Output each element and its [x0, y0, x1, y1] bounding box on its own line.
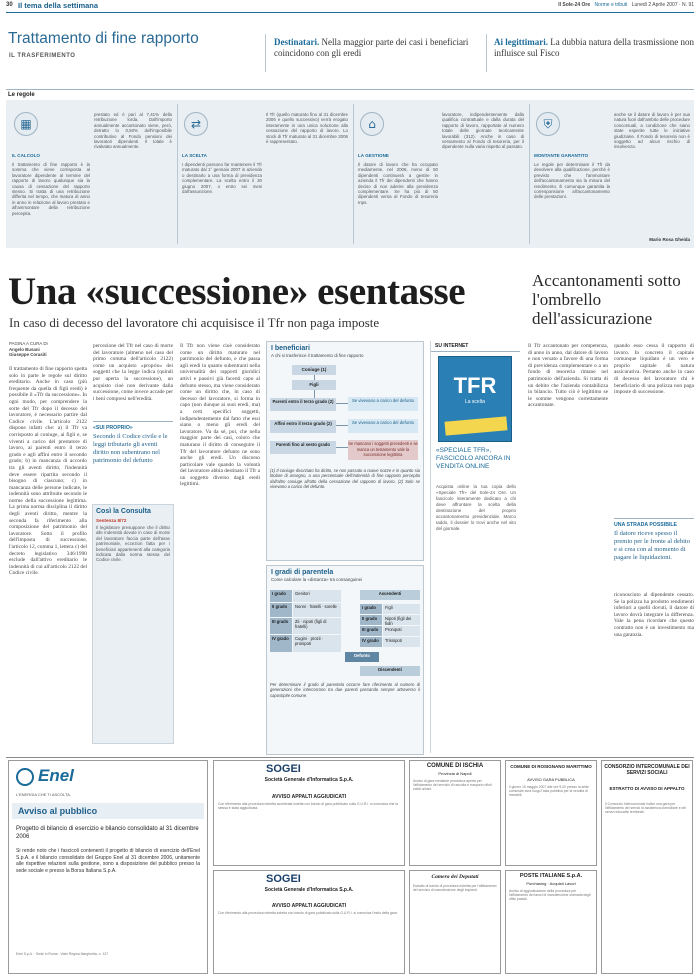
beneficiari-note: (1) Il coniuge divorziato ha diritto, se non passato a nuove nozze e in quanto sia titolare di assegno, a una percentuale dell'indennità di fine rapporto percepita dall'altro coniuge all'atto della cessazione del rapporto di lavoro. (2) Solo se vivevano a carico del defunto. [270, 468, 420, 489]
gradi-left-item-1: Genitori [293, 590, 341, 602]
topic-legittimari-lead: Ai legittimari. [494, 37, 548, 47]
rule-gestione-label: LA GESTIONE [358, 153, 389, 158]
rule-montante-cont: anche se il datore di lavoro è per sua natura fuori dall'ambito delle procedure concorsuali, a condizione che siano state esperite tutte le iniziative giudiziarie. Il Fondo di tesoreria non è soggetto ad alcun rischio di insolvenza. [614, 112, 690, 150]
topic-destinatari [274, 37, 484, 59]
beneficiari-node-parenti: Parenti entro il terzo grado (2) [270, 398, 336, 411]
gradi-right-item-3: Pronipoti [383, 626, 420, 636]
assicurazione-headline: Accantonamenti sotto l'ombrello dell'assicurazione [532, 271, 681, 328]
rosignano-sub: AVVISO GARA PUBBLICA [527, 777, 575, 782]
gradi-ascendenti: Ascendenti [360, 590, 420, 600]
internet-text: Acquista online la tua copia dello «Speciale Tfr» del Sole-24 Ore. Un fascicolo interamente dedicato a chi deve affrontare la scelta della destinazione del proprio accantonamento previdenziale. Marco Iaddo, il dossier lo trovi anche nel sito del giornale. [436, 484, 516, 531]
strada-title: UNA STRADA POSSIBILE [614, 522, 678, 528]
sogei-logo-2: SOGEI [266, 873, 301, 885]
consulta-text: Il legislatore presuppone che il diritto alle indennità dovute in caso di morte del lavoratore faccia parte dell'asse patrimoniale, eccezion fatta per i beneficiari appartenenti alla categoria indicata dalla norma stessa del Codice civile. [96, 525, 170, 563]
beneficiari-condition-2: Se vivevano a carico del defunto [348, 419, 418, 433]
beneficiari-subtitle: A chi si trasferisce il trattamento di fine rapporto [271, 353, 364, 358]
ischia-sub: Provincia di Napoli [438, 771, 472, 776]
enel-text: Si rende noto che i fascicoli contenenti il progetto di bilancio di esercizio dell'Enel S.p.A. e il bilancio consolidato del Gruppo Enel al 31 dicembre 2006, unitamente alle rispettive relazioni sulla gestione, sono a disposizione del pubblico presso la sede sociale e presso la Borsa Italiana S.p.A. [16, 848, 200, 874]
rule-scelta-cont: Il Tfr (quello maturato fino al 31 dicembre 2006 e quello successivo) verrà erogato interamente in una unica soluzione alla cessazione del rapporto di lavoro. Lo stock di Tfr maturato al 31 dicembre 2006 è rappresentato. [266, 112, 348, 145]
gradi-right-item-4: Trisnipoti [383, 637, 420, 647]
assicurazione-col1: Il Tfr accantonato per competenza, di anno in anno, dal datore di lavoro e non versato a favore di una forma di previdenza complementare o a un fondo di tesoreria rimane nel patrimonio dell'azienda. Si tratta di un debito che l'azienda contabilizza in bilancio. Tutto ciò è legittimo se le somme vengono correttamente accantonate. [528, 343, 608, 409]
gradi-right-grade-4: IV grado [360, 637, 382, 647]
consorzio-sub: ESTRATTO DI AVVISO DI APPALTO [609, 786, 685, 791]
topic-destinatari-text: Nella maggior parte dei casi i beneficiari coincidono con gli eredi [274, 37, 469, 58]
sogei-title-2: AVVISO APPALTI AGGIUDICATI [271, 903, 347, 909]
shield-icon: ⛨ [536, 112, 560, 136]
byline-author-2: Giuseppe Corasiti [9, 352, 47, 358]
gradi-right-item-1: Figli [383, 604, 420, 614]
topic-kicker: IL TRASFERIMENTO [9, 53, 76, 59]
gradi-right-grade-2: II grado [360, 615, 382, 625]
gradi-left-item-2: Nonni · fratelli · sorelle [293, 603, 341, 617]
arrows-icon: ⇄ [184, 112, 208, 136]
section-label: Il tema della settimana [18, 1, 99, 10]
topic-legittimari [494, 37, 694, 59]
gradi-left-item-4: Cugini · prozii · pronipoti [293, 635, 341, 652]
assicurazione-col2: quando esso cessa il rapporto di lavoro. In concreto il capitale comunque liquidato è un vero e proprio capitale di natura assicurativa. Pertanto anche in caso di decesso del lavoratore chi è beneficiario di una polizza non paga imposte di successione. [614, 343, 694, 396]
deputati-text: Estratto di bando di procedura ristretta per l'affidamento del servizio di manutenzione degli impianti. [413, 884, 497, 893]
poste-sub: Purchasing · Acquisti Lavori [526, 881, 576, 886]
article-col1: Il trattamento di fine rapporto spetta solo in parte le regole sul diritto ereditario. Anche in caso (più frequente da quella di figli eredi) è possibile il «Tfr da successione». In ogni modo, per comprendere la sorte del Tfr dopo il decesso del lavoratore, è necessario partire dal Codice civile. L'articolo 2122 dispone infatti che: a) il Tfr va corrisposto al coniuge, ai figli e, se viventi a carico del prestatore di lavoro, ai parenti entro il terzo grado e agli affini entro il secondo grado; b) in mancanza di accordo tra gli aventi diritto, l'indennità deve essere ripartita secondo il bisogno di ciascuno; c) in mancanza delle persone indicate, le indennità sono attribuite secondo le norme della successione legittima. La prima norma disciplina il diritto degli aventi diritto, mentre la seconda fa riferimento alla composizione del patrimonio del lavoratore. Sotto il profilo dell'imposta di successione, l'articolo 12, comma 1, lettera c) del decreto legislativo 346/1990 esclude dall'attivo ereditario le indennità di cui all'articolo 2122 del Codice civile. [9, 366, 87, 577]
internet-cover [438, 356, 512, 442]
gradi-defunto: Defunto [345, 652, 379, 662]
ischia-text: Avviso di gara mediante procedura aperta per l'affidamento del servizio di raccolta e trasporto rifiuti solidi urbani. [413, 779, 492, 792]
rule-montante [534, 144, 610, 244]
sogei-company-2: Società Generale d'Informatica S.p.A. [264, 887, 354, 893]
pull-quote-label: «SUI PROPRIO» [93, 425, 133, 431]
consorzio-title: CONSORZIO INTERCOMUNALE DEI SERVIZI SOCIALI [604, 764, 690, 776]
gradi-left-grade-1: I grado [270, 590, 292, 602]
sogei-text-1: Con riferimento alla procedura ristretta accelerata indetta con bando di gara pubblicato sulla G.U.R.I. si comunica che la stessa è stata aggiudicata. [218, 802, 398, 811]
masthead [558, 2, 694, 8]
internet-cover-sub: La scelta [464, 399, 485, 405]
beneficiari-title: I beneficiari [271, 345, 310, 352]
sogei-title-1: AVVISO APPALTI AGGIUDICATI [271, 794, 347, 800]
internet-label: SU INTERNET [431, 341, 520, 352]
enel-footer: Enel S.p.A. · Sede in Roma · Viale Regina Margherita, n. 137 [16, 952, 109, 956]
rules-title: Le regole [8, 92, 35, 98]
article-col3: Il Tfr non viene cioè considerato come un diritto maturato nel patrimonio del defunto, e che passa agli eredi in quanto subentranti nella universalità dei rapporti giuridici attivi e passivi già facenti capo al defunto stesso, ma viene considerato come un diritto che, in caso di decesso del lavoratore, si forma in capo (non dunque ai suoi eredi, ma) a certi specifici soggetti, indipendentemente dal fatto che essi siano o meno gli eredi del lavoratore. Va da sé, poi, che nella maggior parte dei casi, coloro che maturano il diritto di conseguire il Tfr del lavoratore defunto ne sono anche gli eredi. Un discorso particolare vale quando la volontà del lavoratore abbia destinato il Tfr a un soggetto diverso dagli eredi legittimi. [180, 343, 260, 488]
main-headline: Una «successione» esentasse [8, 270, 466, 313]
ischia-title: COMUNE DI ISCHIA [426, 763, 484, 769]
rules-signature: Mario Rosa Gheida [649, 237, 690, 242]
internet-caption: «SPECIALE TFR», FASCICOLO ANCORA IN VENDITA ONLINE [436, 447, 511, 470]
deputati-title: Camera dei Deputati [431, 874, 479, 880]
rule-calcolo-label: IL CALCOLO [12, 153, 40, 158]
enel-banner: Avviso al pubblico [12, 803, 204, 819]
enel-slogan: L'ENERGIA CHE TI ASCOLTA. [16, 792, 72, 797]
beneficiari-node-affini: Affini entro il terzo grado (2) [270, 420, 336, 433]
topic-legittimari-text: La dubbia natura della trasmissione non influisce sul Fisco [494, 37, 694, 58]
topic-title: Trattamento di fine rapporto [8, 30, 199, 47]
calculator-icon: ▦ [14, 112, 38, 136]
assicurazione-col2b: riconosciuto al dipendente cessato. Se la polizza ha prodotto rendimenti inferiori a quelli dovuti, il datore di lavoro dovrà integrare la differenza. Vale la pena ricordare che questo contratto non è un investimento ma una garanzia. [614, 592, 694, 638]
rosignano-text: Il giorno 15 maggio 2007 alle ore 9,00 presso la sede comunale avrà luogo l'asta pubblica per la vendita di immobili. [509, 785, 589, 798]
sogei-logo-1: SOGEI [266, 763, 301, 775]
gradi-right-grade-1: I grado [360, 604, 382, 614]
article-col2: percezione del Tfr nel caso di morte del lavoratore (almeno nel caso del primo comma dell'articolo 2122) come un acquisto «proprio» dei soggetti che la legge indica (quindi pur aperta la successione), un acquisto cioè non derivante dalla successione, come invece accade per i beni compresi nell'eredità. [93, 343, 173, 402]
gradi-note: Per determinare il grado di parentela occorre fare riferimento al numero di generazioni che intercorrono tra due parenti passando sempre attraverso il capostipite comune. [270, 682, 420, 698]
rule-calcolo [12, 144, 90, 244]
sogei-company-1: Società Generale d'Informatica S.p.A. [264, 777, 354, 783]
rule-scelta-text: I dipendenti possono far mantenere il Tfr maturato dal 1° gennaio 2007 in azienda o destinarlo a una forma di previdenza complementare. La scelta entro il 30 giugno 2007, o entro sei mesi dall'assunzione. [182, 162, 262, 195]
gradi-left-grade-4: IV grado [270, 635, 292, 652]
enel-brand: Enel [38, 766, 74, 785]
rule-gestione [358, 144, 438, 244]
rule-gestione-cont: lavoratore, indipendentemente dalla qualifica contrattuale e dalla durata del rapporto di lavoro, rapportate al numero totale delle giornate teoricamente lavorabili (312). Anche in caso di versamento al Fondo di tesoreria, per il dipendente nulla varia rispetto al passato. [442, 112, 524, 150]
gradi-left-grade-2: II grado [270, 603, 292, 617]
byline-author-1: Angelo Busani [9, 346, 40, 352]
beneficiari-condition-none: Se mancano i soggetti precedenti e se manca un testamento vale la successione legittima [348, 440, 418, 460]
masthead-date: Lunedì 2 Aprile 2007 · N. 91 [631, 2, 694, 8]
gradi-left-item-3: Zii · nipoti (figli di fratelli) [293, 618, 341, 634]
rule-scelta-label: LA SCELTA [182, 153, 207, 158]
rule-montante-label: MONTANTE GARANTITO [534, 153, 589, 158]
gradi-discendenti: Discendenti [360, 666, 420, 676]
internet-cover-title: TFR [453, 373, 497, 398]
page-number: 30 [6, 2, 13, 8]
beneficiari-node-figli: Figli [292, 380, 336, 390]
poste-text: Avviso di aggiudicazione della procedura per l'affidamento dei lavori di manutenzione ordinaria degli uffici postali. [509, 889, 591, 902]
gradi-subtitle: Come calcolare la «distanza» tra consanguinei [271, 577, 363, 582]
main-subhead: In caso di decesso del lavoratore chi acquisisce il Tfr non paga imposte [9, 315, 380, 330]
masthead-sub: Norme e tributi [594, 2, 628, 8]
building-icon: ⌂ [360, 112, 384, 136]
consulta-ref: Sentenza 8/72 [96, 518, 127, 523]
byline-label: PAGINA A CURA DI [9, 341, 48, 346]
consulta-box [92, 504, 174, 744]
pull-quote [93, 421, 173, 501]
strada-text: Il datore riceve spesso il premio per le fronte al debito e si crea con al momento di pagare le liquidazioni. [614, 530, 690, 561]
rule-montante-text: Le regole per determinare il Tfr da devolvere alla qualificazione, perché è previsto che l'ammontare dell'accantonamento sia la misura del rendimento. È comunque garantita la corresponsione all'accantonamento delle prestazioni. [534, 162, 610, 200]
beneficiari-condition-1: Se vivevano a carico del defunto [348, 397, 418, 411]
rule-gestione-text: Il datore di lavoro che ha occupato mediamente, nel 2006, meno di 50 dipendenti continuerà a gestire in azienda il Tfr dei dipendenti che hanno deciso di non aderire alla previdenza complementare. Se ha più di 50 dipendenti versa al Fondo di tesoreria Inps. [358, 162, 438, 205]
rule-calcolo-text: Il trattamento di fine rapporto è la somma che viene corrisposta al lavoratore dipendente al termine del rapporto di lavoro qualunque sia la causa di cessazione del rapporto stesso. Si tratta di una retribuzione differita nel tempo, che matura di anno in anno in relazione al lavoro prestato e all'ammontare della retribuzione percepita. [12, 162, 90, 216]
sogei-text-2: Con riferimento alla procedura ristretta indetta con bando di gara pubblicato sulla G.U.R.I. si comunica l'esito della gara. [218, 911, 398, 915]
gradi-right-item-2: Nipoti (figli dei figli) [383, 615, 420, 625]
strada-box [614, 518, 694, 588]
pull-quote-text: Secondo il Codice civile e le leggi tributarie gli aventi diritto non subentrano nel patrimonio del defunto [93, 433, 168, 464]
enel-title: Progetto di bilancio di esercizio e bilancio consolidato al 31 dicembre 2006 [16, 826, 199, 840]
beneficiari-node-coniuge: Coniuge (1) [292, 365, 336, 375]
rule-scelta [182, 144, 262, 244]
gradi-right-grade-3: III grado [360, 626, 382, 636]
masthead-title: Il Sole-24 Ore [558, 2, 591, 8]
consorzio-text: Il Consorzio Intercomunale indice una gara per l'affidamento dei servizi di assistenza domiciliare e dei servizi educativi territoriali. [605, 802, 687, 815]
rosignano-title: COMUNE DI ROSIGNANO MARITTIMO [510, 764, 592, 769]
gradi-left-grade-3: III grado [270, 618, 292, 634]
beneficiari-node-sesto: Parenti fino al sesto grado [270, 441, 336, 454]
poste-title: POSTE ITALIANE S.p.A. [519, 873, 583, 879]
rule-calcolo-cont: prestato ed è pari al 7,41% della retribuzione lorda. Dall'importo annualmente accantonato viene, però, detratto lo 0,50% dell'imponibile contributivo al Fondo pensioni dei lavoratori dipendenti. Il totale è rivalutato annualmente. [94, 112, 172, 150]
topic-destinatari-lead: Destinatari. [274, 37, 320, 47]
consulta-title: Così la Consulta [96, 508, 151, 515]
byline [9, 341, 69, 358]
enel-logo-icon [16, 768, 34, 786]
gradi-title: I gradi di parentela [271, 569, 334, 576]
